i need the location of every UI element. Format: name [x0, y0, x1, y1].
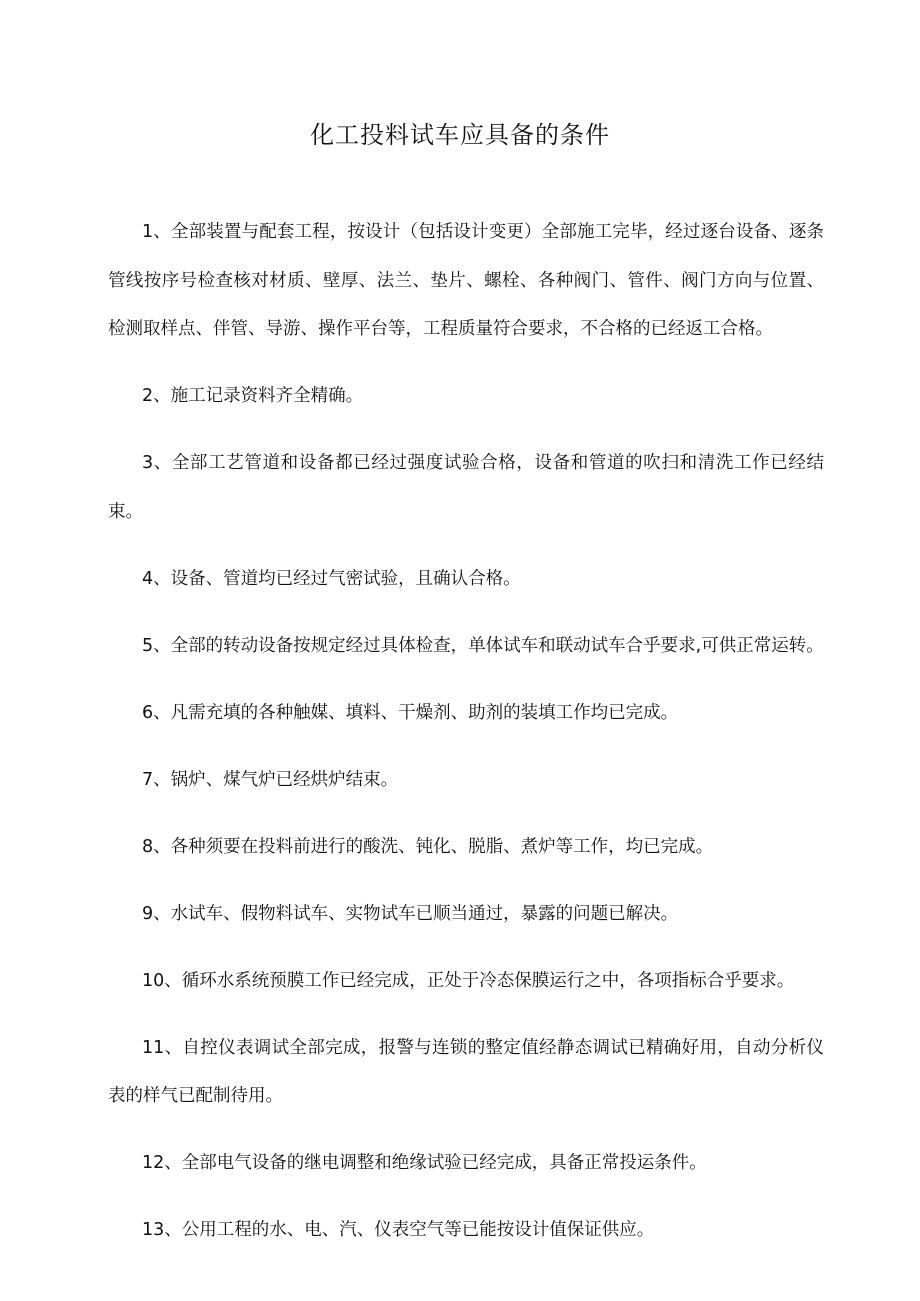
paragraph-4: 4、设备、管道均已经过气密试验，且确认合格。	[142, 568, 521, 589]
paragraph-7: 7、锅炉、煤气炉已经烘炉结束。	[142, 769, 399, 790]
paragraph-13: 13、公用工程的水、电、汽、仪表空气等已能按设计值保证供应。	[142, 1220, 655, 1240]
paragraph-1: 1、全部装置与配套工程，按设计（包括设计变更）全部施工完毕，经过逐台设备、逐条管线按序号检查核对材质、壁厚、法兰、垫片、螺栓、各种阀门、管件、阀门方向与位置、检测取样点、伴管、导游、操作平台等，工程质量符合要求，不合格的已经返工合格。	[108, 222, 824, 339]
paragraph-10: 10、循环水系统预膜工作已经完成，正处于冷态保膜运行之中，各项指标合乎要求。	[142, 970, 795, 991]
paragraph-3: 3、全部工艺管道和设备都已经过强度试验合格，设备和管道的吹扫和清洗工作已经结束。	[108, 453, 824, 522]
paragraph-2: 2、施工记录资料齐全精确。	[142, 386, 364, 406]
paragraph-9: 9、水试车、假物料试车、实物试车已顺当通过，暴露的问题已解决。	[142, 903, 679, 924]
document-title: 化工投料试车应具备的条件	[310, 121, 610, 149]
paragraph-12: 12、全部电气设备的继电调整和绝缘试验已经完成，具备正常投运条件。	[142, 1153, 707, 1173]
paragraph-8: 8、各种须要在投料前进行的酸洗、钝化、脱脂、煮炉等工作，均已完成。	[142, 836, 714, 857]
paragraph-6: 6、凡需充填的各种触媒、填料、干燥剂、助剂的装填工作均已完成。	[142, 702, 679, 723]
document-body	[108, 208, 824, 1273]
paragraph-5: 5、全部的转动设备按规定经过具体检查，单体试车和联动试车合乎要求,可供正常运转。	[142, 635, 824, 656]
paragraph-11: 11、自控仪表调试全部完成，报警与连锁的整定值经静态调试已精确好用，自动分析仪表的样气已配制待用。	[108, 1037, 824, 1106]
